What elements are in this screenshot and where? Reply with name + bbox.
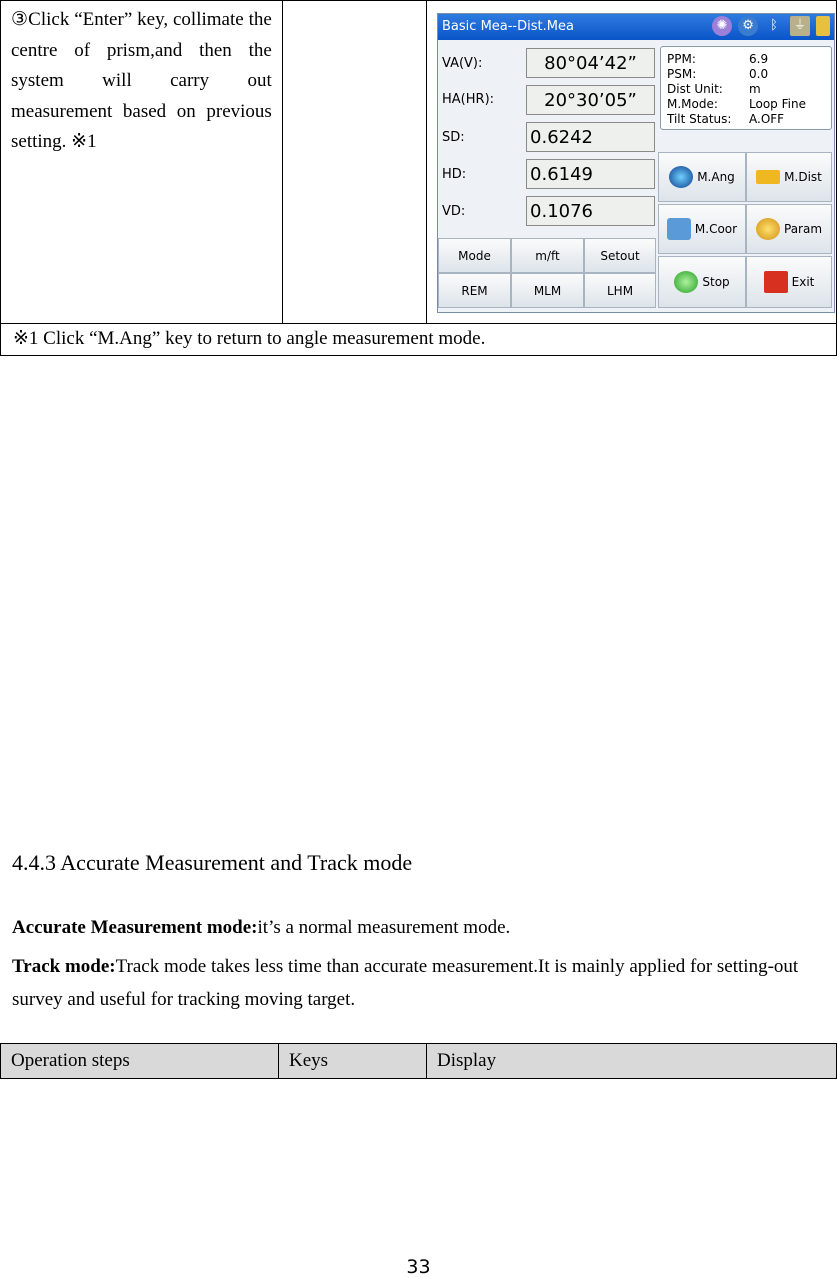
hd-value: 0.6149: [526, 159, 655, 189]
m-ft-button[interactable]: m/ft: [511, 238, 584, 273]
distance-icon: [756, 170, 780, 184]
step-cell: [1, 1, 283, 324]
stop-icon: [674, 271, 698, 293]
track-desc: Track mode takes less time than accurate measurement.It is mainly applied for setting-out survey and useful for tracking moving target.: [12, 956, 799, 1010]
ha-value: 20°30’05”: [526, 85, 655, 115]
bluetooth-icon[interactable]: ᛒ: [770, 18, 778, 33]
stop-button[interactable]: [658, 256, 746, 308]
exit-button[interactable]: [746, 256, 832, 308]
lhm-button[interactable]: LHM: [584, 273, 656, 308]
setout-button[interactable]: Setout: [584, 238, 656, 273]
info-value: m: [749, 82, 761, 96]
va-value: 80°04’42”: [526, 48, 655, 78]
section-heading: 4.4.3 Accurate Measurement and Track mode: [12, 850, 413, 875]
device-screen: [437, 13, 835, 313]
compass-icon[interactable]: ✺: [712, 16, 732, 36]
va-label: VA(V):: [442, 56, 483, 71]
info-value: 6.9: [749, 52, 769, 66]
paragraph-accurate: [12, 917, 822, 939]
mlm-button[interactable]: MLM: [511, 273, 584, 308]
m-dist-button[interactable]: [746, 152, 832, 202]
sd-label: SD:: [442, 130, 465, 145]
operation-table: [0, 0, 837, 356]
footnote-text: ※1 Click “M.Ang” key to return to angle measurement mode.: [13, 328, 486, 349]
status-info-panel: [660, 46, 832, 130]
keys-cell: [282, 1, 426, 324]
header-display: Display: [427, 1044, 837, 1079]
accurate-term: Accurate Measurement mode:: [12, 917, 258, 938]
info-key: Tilt Status:: [667, 112, 732, 126]
screen-titlebar: [438, 14, 834, 40]
page-number: 33: [406, 1256, 431, 1278]
info-key: Dist Unit:: [667, 82, 723, 96]
m-dist-label: M.Dist: [784, 170, 822, 184]
header-keys: Keys: [279, 1044, 427, 1079]
info-value: Loop Fine: [749, 97, 806, 111]
exit-icon: [764, 271, 788, 293]
info-key: PPM:: [667, 52, 696, 66]
m-coor-button[interactable]: [658, 204, 746, 254]
gears-icon: [756, 218, 780, 240]
info-key: M.Mode:: [667, 97, 718, 111]
paragraph-track: [12, 950, 822, 1016]
display-cell: [427, 1, 837, 324]
info-value: A.OFF: [749, 112, 785, 126]
vd-value: 0.1076: [526, 196, 655, 226]
angle-icon: [669, 166, 693, 188]
info-value: 0.0: [749, 67, 769, 81]
mode-button[interactable]: Mode: [438, 238, 511, 273]
screen-title: Basic Mea--Dist.Mea: [442, 19, 574, 34]
footnote-cell: [1, 324, 837, 356]
rem-button[interactable]: REM: [438, 273, 511, 308]
param-label: Param: [784, 222, 823, 236]
accurate-desc: it’s a normal measurement mode.: [257, 917, 511, 938]
m-ang-label: M.Ang: [697, 170, 735, 184]
battery-icon: [816, 16, 830, 36]
track-term: Track mode:: [12, 956, 116, 977]
plug-icon: ⏚: [790, 16, 810, 36]
m-ang-button[interactable]: [658, 152, 746, 202]
param-button[interactable]: [746, 204, 832, 254]
stop-label: Stop: [702, 275, 730, 289]
info-key: PSM:: [667, 67, 697, 81]
hd-label: HD:: [442, 167, 467, 182]
coordinate-icon: [667, 218, 691, 240]
header-operation-steps: Operation steps: [1, 1044, 279, 1079]
gear-icon[interactable]: ⚙: [738, 16, 758, 36]
vd-label: VD:: [442, 204, 466, 219]
sd-value: 0.6242: [526, 122, 655, 152]
operation-table-header: [0, 1043, 837, 1079]
ha-label: HA(HR):: [442, 92, 495, 107]
step-text: ③Click “Enter” key, collimate the centre of prism,and then the system will carry out measurement based on previous setting. ※1: [11, 9, 272, 152]
m-coor-label: M.Coor: [694, 222, 738, 236]
exit-label: Exit: [791, 275, 815, 289]
